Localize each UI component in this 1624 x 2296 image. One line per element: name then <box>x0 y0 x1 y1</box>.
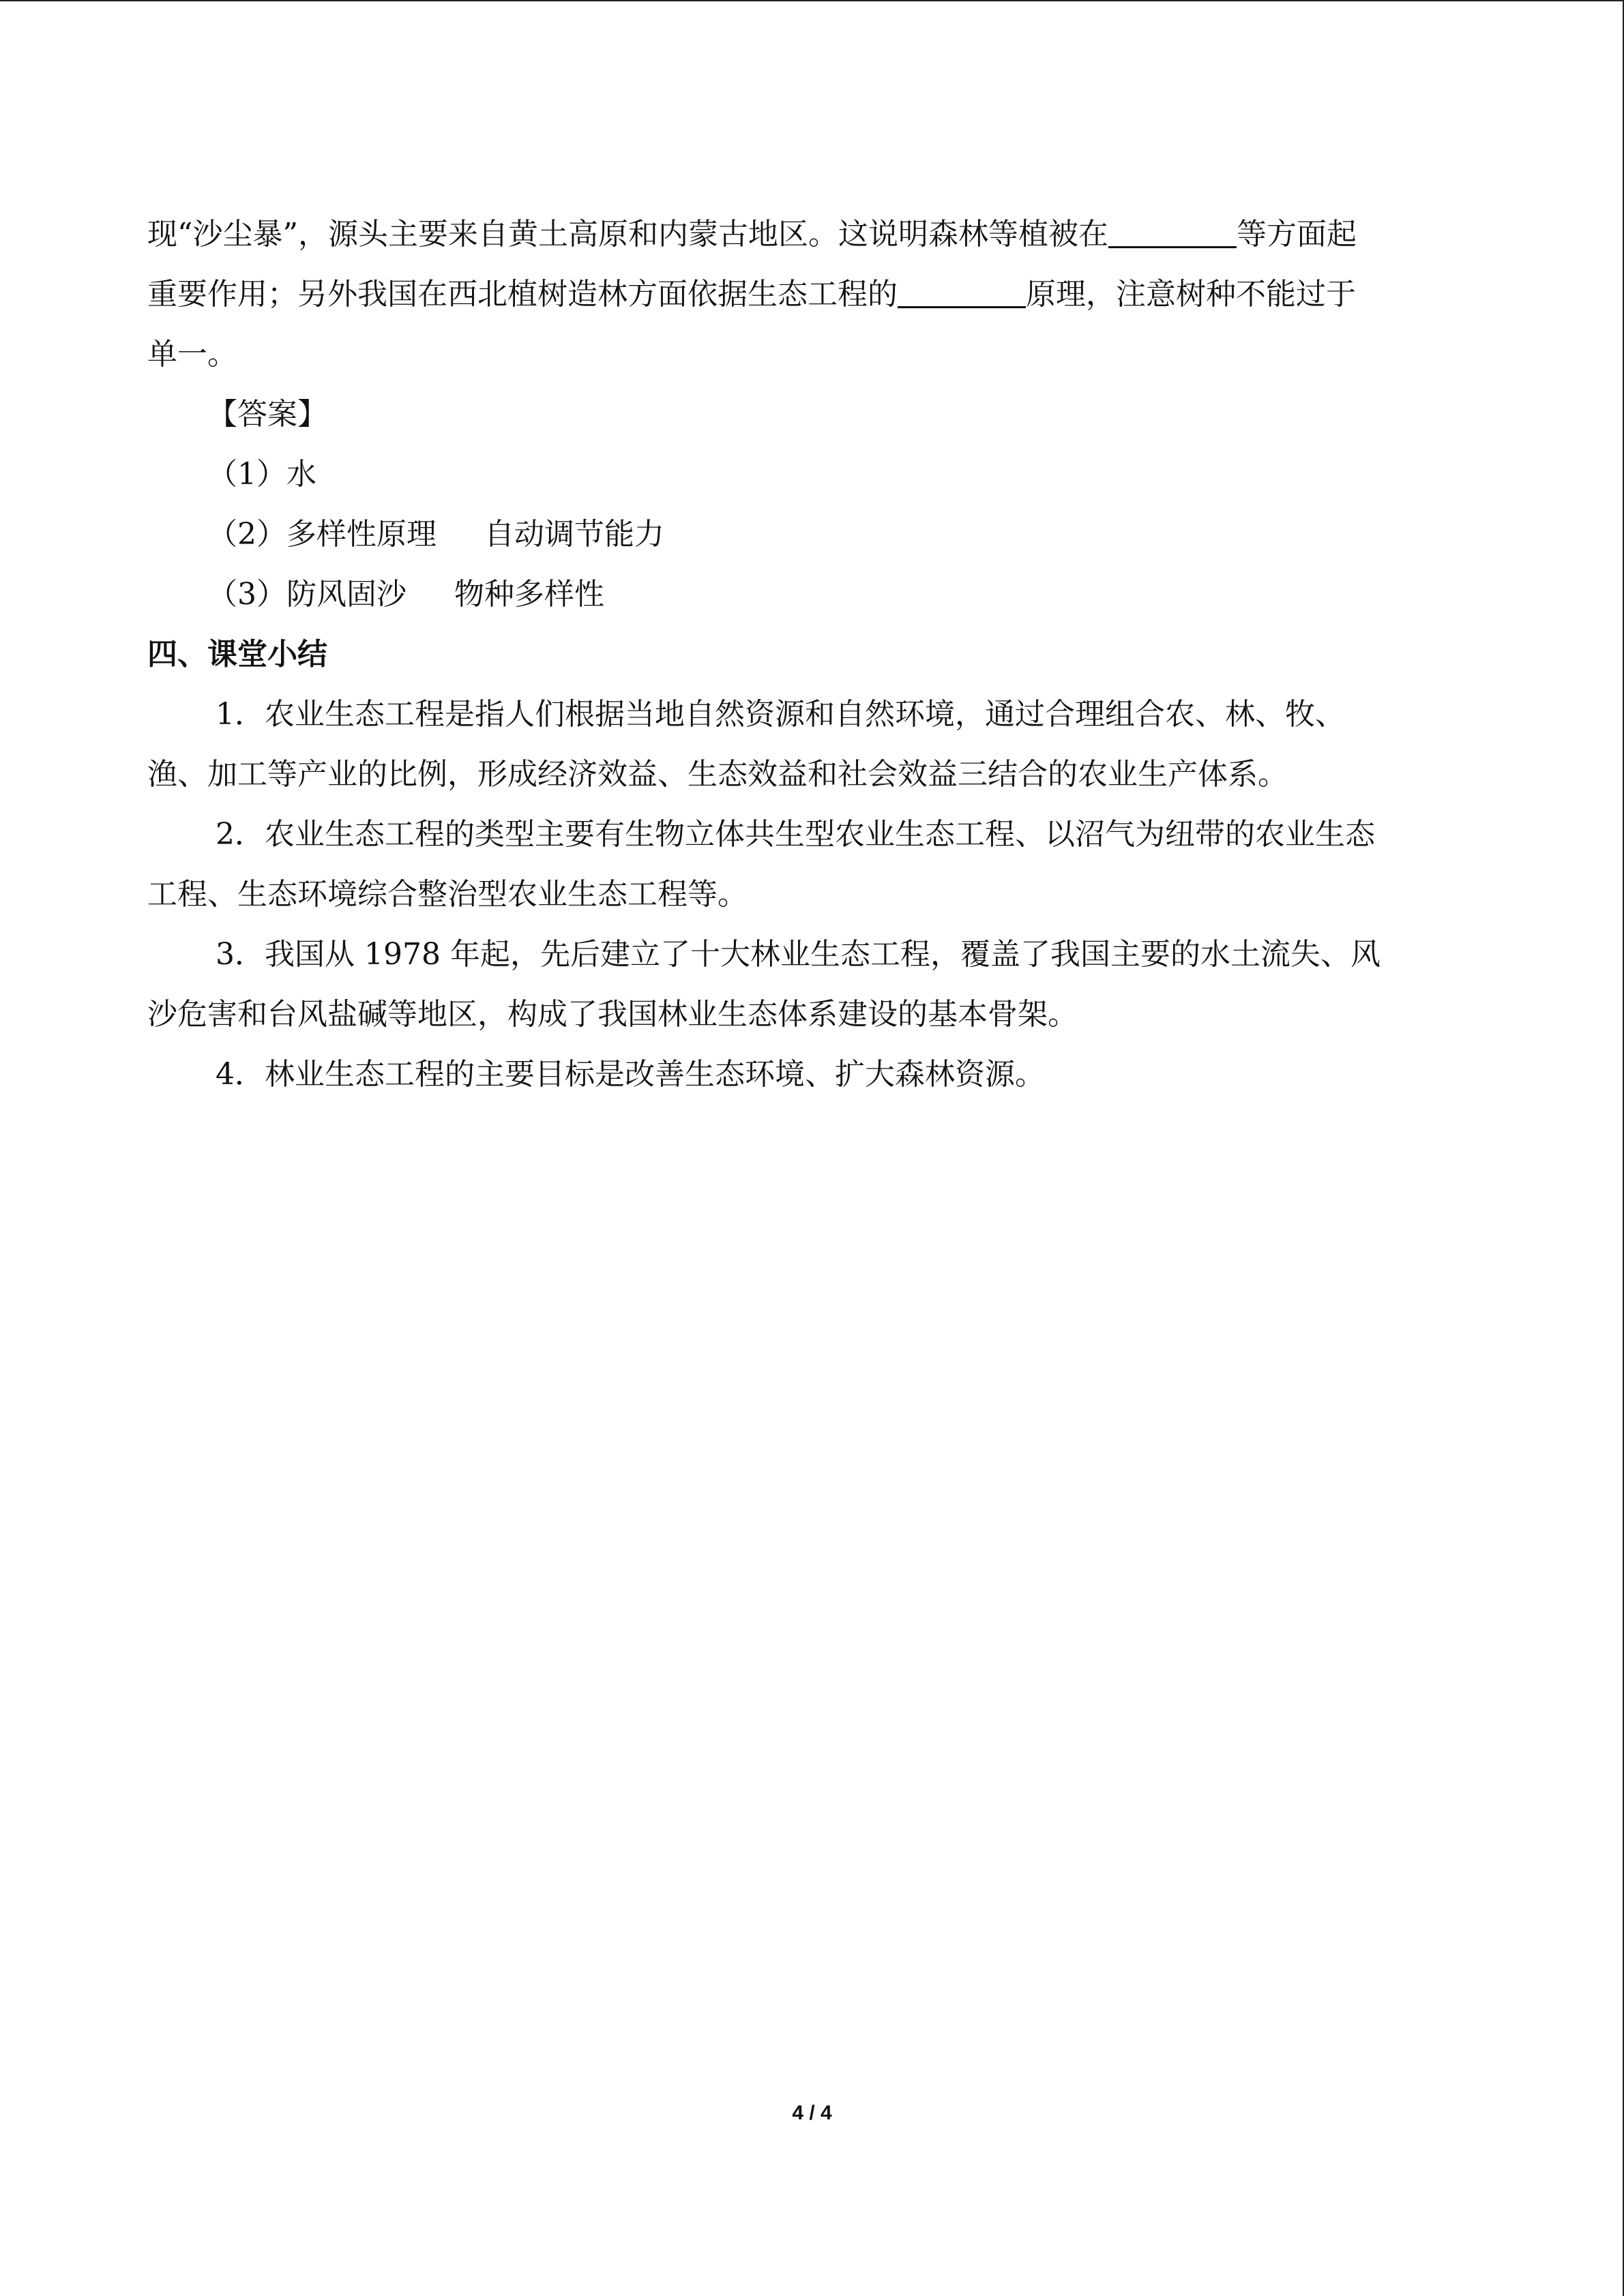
summary-item-3-line-1: 3．我国从 1978 年起，先后建立了十大林业生态工程，覆盖了我国主要的水土流失、风 <box>216 937 1381 972</box>
fill-in-blank <box>898 276 1026 308</box>
summary-item-1-line-1: 1．农业生态工程是指人们根据当地自然资源和自然环境，通过合理组合农、林、牧、 <box>216 697 1345 732</box>
answer-text: （3）防风固沙 <box>207 577 407 612</box>
summary-item-2-line-1: 2．农业生态工程的类型主要有生物立体共生型农业生态工程、以沼气为纽带的农业生态 <box>216 817 1375 852</box>
answer-text: 自动调节能力 <box>484 517 664 552</box>
question-line-3 <box>147 325 1484 385</box>
page-number: 4 / 4 <box>792 2102 832 2124</box>
summary-item-4-line-1: 4．林业生态工程的主要目标是改善生态环境、扩大森林资源。 <box>216 1057 1045 1092</box>
question-line-2 <box>147 265 1484 325</box>
section-heading: 四、课堂小结 <box>147 637 327 672</box>
summary-item-2-line-2: 工程、生态环境综合整治型农业生态工程等。 <box>147 877 748 912</box>
question-text: 原理，注意树种不能过于 <box>1026 277 1356 312</box>
answer-item-2 <box>147 505 1484 565</box>
document-body <box>147 205 1484 1105</box>
question-line-1 <box>147 205 1484 265</box>
answer-label-text: 【答案】 <box>207 397 327 432</box>
summary-item-1-line-2: 渔、加工等产业的比例，形成经济效益、生态效益和社会效益三结合的农业生产体系。 <box>147 757 1288 792</box>
summary-item-3-line-2: 沙危害和台风盐碱等地区，构成了我国林业生态体系建设的基本骨架。 <box>147 997 1078 1032</box>
answer-item-1 <box>147 445 1484 505</box>
question-text: 现“沙尘暴”，源头主要来自黄土高原和内蒙古地区。这说明森林等植被在 <box>147 217 1108 252</box>
question-text: 等方面起 <box>1237 217 1357 252</box>
fill-in-blank <box>1108 216 1237 248</box>
question-text: 重要作用；另外我国在西北植树造林方面依据生态工程的 <box>147 277 898 312</box>
answer-label <box>147 385 1484 445</box>
answer-item-3 <box>147 565 1484 625</box>
answer-text: 物种多样性 <box>454 577 604 612</box>
answer-text: （1）水 <box>207 457 316 492</box>
question-text: 单一。 <box>147 337 237 372</box>
answer-text: （2）多样性原理 <box>207 517 437 552</box>
